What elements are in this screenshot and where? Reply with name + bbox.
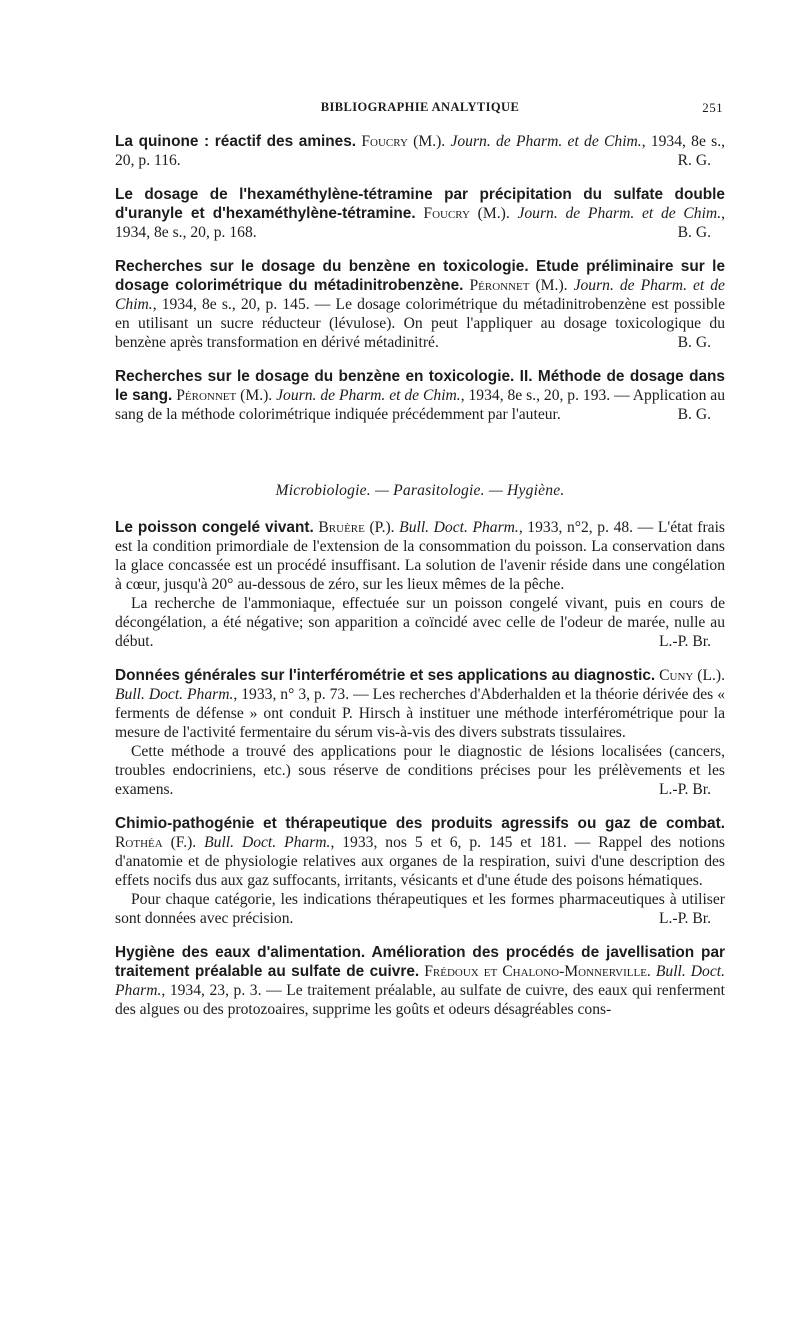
entry-journal: Journ. de Pharm. et de Chim. [276,387,461,404]
bibliography-entry [115,257,725,352]
entry-abstract: — L'état frais est la condition primordiale de l'extension de la consommation du poisson. La conservation dans la glace concassée est un procédé insuffisant. La solution de l'avenir réside dans une congélation à cœur, jusqu'à 20° au-dessous de zéro, sur les lieux mêmes de la pêche. [115,519,725,593]
entry-reference: , 1934, 8e s., 20, p. 193. [460,387,611,404]
entry-title: Données générales sur l'interférométrie et ses applications au diagnostic. [115,667,656,684]
entry-journal: Bull. Doct. Pharm. [115,963,726,999]
entry-authors: Cuny (L.). [659,667,725,684]
entry-reference: , 1934, 8e s., 20, p. 116. [115,133,725,169]
entry-signature: R. G. [677,152,711,169]
entry-reference: , 1934, 8e s., 20, p. 145. [152,296,310,313]
entry-title: Recherches sur le dosage du benzène en toxicologie. Etude préliminaire sur le dosage colorimétrique du métadinitrobenzène. [115,258,725,294]
entry-journal: Bull. Doct. Pharm. [115,686,234,703]
entry-signature: B. G. [677,224,711,241]
entry-authors: Foucry (M.). [361,133,446,150]
entry-signature: B. G. [677,334,711,351]
entry-journal: Bull. Doct. Pharm. [399,519,519,536]
entry-abstract: — Les recherches d'Abderhalden et la théorie dérivée des « ferments de défense » ont conduit P. Hirsch à instituer une méthode interférométrique pour la mesure de l'activité fermentaire du sérum vis-à-vis des divers substrats tissulaires. [115,686,725,741]
entry-title: La quinone : réactif des amines. [115,133,357,150]
entry-journal: Journ. de Pharm. et de Chim. [115,277,725,313]
entry-title: Chimio-pathogénie et thérapeutique des produits agressifs ou gaz de combat. [115,815,725,832]
entry-abstract-continued: Cette méthode a trouvé des applications pour le diagnostic de lésions localisées (cancers, troubles endocriniens, etc.) sous réserve de conditions précises pour les prélèvements et les examens. [115,743,725,798]
entry-signature: B. G. [677,406,711,423]
entry-reference: , 1933, n° 3, p. 73. [233,686,350,703]
entry-abstract-continued: La recherche de l'ammoniaque, effectuée sur un poisson congelé vivant, puis en cours de décongélation, a été négative; son apparition a coïncidé avec celle de l'odeur de marée, nulle au début. [115,595,725,650]
entry-abstract: — Le traitement préalable, au sulfate de cuivre, des eaux qui renferment des algues ou des protozoaires, supprime les goûts et odeurs désagréables cons- [115,982,725,1018]
bibliography-entry [115,943,725,1019]
entry-abstract: — Application au sang de la méthode colorimétrique indiquée précédemment par l'auteur. [115,387,726,423]
bibliography-entry [115,132,725,170]
entry-authors: Foucry (M.). [423,205,510,222]
bibliography-entry [115,666,725,799]
entry-reference: , 1934, 23, p. 3. [161,982,262,999]
entry-reference: , 1933, n°2, p. 48. [518,519,634,536]
entry-journal: Journ. de Pharm. et de Chim. [517,205,722,222]
entry-title: Le dosage de l'hexaméthylène-tétramine par précipitation du sulfate double d'uranyle et d'hexaméthylène-tétramine. [115,186,725,222]
bibliography-entry [115,185,725,242]
bibliography-entry [115,518,725,651]
bibliography-entry [115,367,725,424]
entry-signature: L.-P. Br. [659,633,711,650]
entry-journal: Bull. Doct. Pharm. [204,834,331,851]
bibliography-entry [115,814,725,928]
section-heading: Microbiologie. — Parasitologie. — Hygiène. [275,482,565,499]
entry-authors: Péronnet (M.). [176,387,273,404]
running-title: BIBLIOGRAPHIE ANALYTIQUE [320,100,520,114]
entry-abstract: — Le dosage colorimétrique du métadinitrobenzène est possible en utilisant un sucre réducteur (lévulose). On peut l'appliquer au dosage toxicologique du benzène après transformation en dérivé métadinitré. [115,296,725,351]
entry-signature: L.-P. Br. [659,910,711,927]
entry-title: Hygiène des eaux d'alimentation. Amélioration des procédés de javellisation par traitement préalable au sulfate de cuivre. [115,944,725,980]
running-header [115,100,725,122]
page [115,100,725,1034]
entry-abstract: — Rappel des notions d'anatomie et de physiologie relatives aux organes de la respiration, suivi d'une description des effets nocifs dus aux gaz suffocants, irritants, vésicants et d'une étude des poisons hématiques. [115,834,725,889]
entry-authors: Rothéa (F.). [115,834,197,851]
entry-signature: L.-P. Br. [659,781,711,798]
entry-journal: Journ. de Pharm. et de Chim. [450,133,642,150]
page-number: 251 [702,100,723,115]
entry-reference: , 1934, 8e s., 20, p. 168. [115,205,725,241]
entry-authors: Péronnet (M.). [469,277,568,294]
entry-title: Recherches sur le dosage du benzène en toxicologie. II. Méthode de dosage dans le sang. [115,368,725,404]
entry-abstract-continued: Pour chaque catégorie, les indications thérapeutiques et les formes pharmaceutiques à utiliser sont données avec précision. [115,891,725,927]
entry-authors: Bruère (P.). [318,519,395,536]
entry-authors: Frédoux et Chalono-Monnerville. [424,963,651,980]
entry-title: Le poisson congelé vivant. [115,519,314,536]
entry-reference: , 1933, nos 5 et 6, p. 145 et 181. [330,834,567,851]
